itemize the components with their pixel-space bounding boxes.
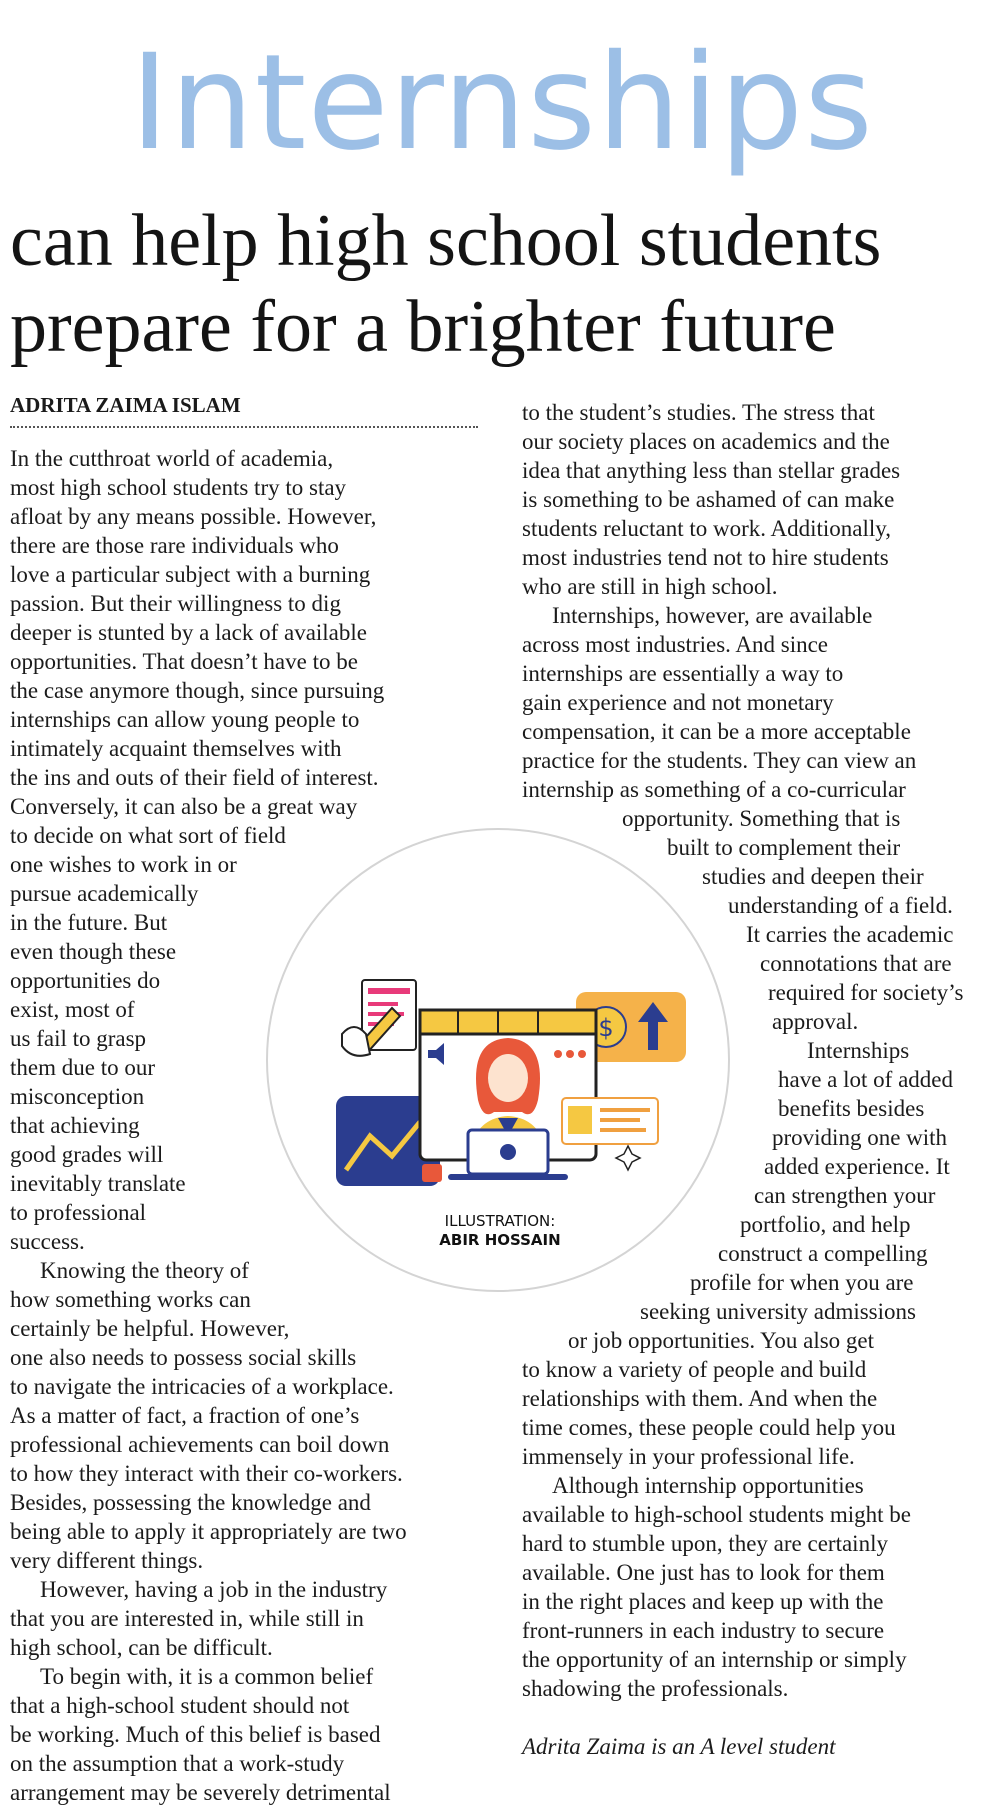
text-line: being able to apply it appropriately are two bbox=[10, 1519, 407, 1544]
text-line: internships are essentially a way to bbox=[522, 661, 844, 686]
text-line: To begin with, it is a common belief bbox=[40, 1664, 374, 1689]
text-line: Internships bbox=[807, 1038, 910, 1063]
text-line: Although internship opportunities bbox=[552, 1473, 864, 1498]
author-note: Adrita Zaima is an A level student bbox=[522, 1734, 836, 1759]
text-line: idea that anything less than stellar grades bbox=[522, 458, 901, 483]
text-line: internships can allow young people to bbox=[10, 707, 360, 732]
headline bbox=[10, 198, 1000, 370]
text-line: front-runners in each industry to secure bbox=[522, 1618, 885, 1643]
text-line: can strengthen your bbox=[754, 1183, 936, 1208]
text-line: the ins and outs of their field of interest. bbox=[10, 765, 379, 790]
text-line: very different things. bbox=[10, 1548, 204, 1573]
text-line: us fail to grasp bbox=[10, 1026, 147, 1051]
text-line: to professional bbox=[10, 1200, 147, 1225]
text-line: understanding of a field. bbox=[728, 893, 953, 918]
text-line: In the cutthroat world of academia, bbox=[10, 446, 334, 471]
illustration-credit-name: ABIR HOSSAIN bbox=[439, 1231, 561, 1249]
text-line: Internships, however, are available bbox=[552, 603, 873, 628]
text-line: hard to stumble upon, they are certainly bbox=[522, 1531, 888, 1556]
text-line: that achieving bbox=[10, 1113, 140, 1138]
text-line: good grades will bbox=[10, 1142, 164, 1167]
text-line: compensation, it can be a more acceptable bbox=[522, 719, 911, 744]
text-line: have a lot of added bbox=[778, 1067, 953, 1092]
text-line: immensely in your professional life. bbox=[522, 1444, 855, 1469]
text-line: intimately acquaint themselves with bbox=[10, 736, 342, 761]
text-line: high school, can be difficult. bbox=[10, 1635, 273, 1660]
text-line: them due to our bbox=[10, 1055, 155, 1080]
byline-divider bbox=[10, 426, 478, 428]
byline: ADRITA ZAIMA ISLAM bbox=[10, 393, 241, 417]
text-line: across most industries. And since bbox=[522, 632, 828, 657]
text-line: to how they interact with their co-workers. bbox=[10, 1461, 403, 1486]
text-line: deeper is stunted by a lack of available bbox=[10, 620, 367, 645]
text-line: available. One just has to look for them bbox=[522, 1560, 885, 1585]
text-line: studies and deepen their bbox=[702, 864, 924, 889]
illustration-credit-label: ILLUSTRATION: bbox=[444, 1212, 556, 1230]
text-line: to decide on what sort of field bbox=[10, 823, 286, 848]
text-line: even though these bbox=[10, 939, 177, 964]
headline-line: prepare for a brighter future bbox=[10, 286, 836, 368]
text-line: construct a compelling bbox=[718, 1241, 928, 1266]
text-line: available to high-school students might be bbox=[522, 1502, 912, 1527]
text-line: connotations that are bbox=[760, 951, 952, 976]
text-line: practice for the students. They can view an bbox=[522, 748, 917, 773]
illustration-art bbox=[308, 950, 692, 1220]
text-line: It carries the academic bbox=[746, 922, 954, 947]
text-line: inevitably translate bbox=[10, 1171, 186, 1196]
text-line: students reluctant to work. Additionally, bbox=[522, 516, 892, 541]
text-line: Besides, possessing the knowledge and bbox=[10, 1490, 371, 1515]
text-line: profile for when you are bbox=[690, 1270, 914, 1295]
text-line: in the right places and keep up with the bbox=[522, 1589, 884, 1614]
text-line: providing one with bbox=[772, 1125, 948, 1150]
text-line: to know a variety of people and build bbox=[522, 1357, 867, 1382]
text-line: required for society’s bbox=[768, 980, 964, 1005]
text-line: time comes, these people could help you bbox=[522, 1415, 896, 1440]
svg-text:$: $ bbox=[598, 1014, 614, 1042]
text-line: opportunity. Something that is bbox=[622, 806, 901, 831]
text-line: most industries tend not to hire students bbox=[522, 545, 889, 570]
text-line: or job opportunities. You also get bbox=[568, 1328, 875, 1353]
text-line: arrangement may be severely detrimental bbox=[10, 1780, 391, 1805]
text-line: on the assumption that a work-study bbox=[10, 1751, 345, 1776]
text-line: certainly be helpful. However, bbox=[10, 1316, 290, 1341]
text-line: that a high-school student should not bbox=[10, 1693, 350, 1718]
text-line: passion. But their willingness to dig bbox=[10, 591, 341, 616]
text-line: to navigate the intricacies of a workplace. bbox=[10, 1374, 394, 1399]
illustration-credit bbox=[268, 1212, 732, 1250]
text-line: to the student’s studies. The stress that bbox=[522, 400, 875, 425]
text-line: portfolio, and help bbox=[740, 1212, 911, 1237]
mug-icon bbox=[422, 1164, 442, 1182]
illustration bbox=[266, 828, 730, 1292]
text-line: As a matter of fact, a fraction of one’s bbox=[10, 1403, 360, 1428]
text-line: success. bbox=[10, 1229, 85, 1254]
text-line: misconception bbox=[10, 1084, 145, 1109]
text-line: one also needs to possess social skills bbox=[10, 1345, 357, 1370]
text-line: our society places on academics and the bbox=[522, 429, 890, 454]
text-line: gain experience and not monetary bbox=[522, 690, 834, 715]
text-line: most high school students try to stay bbox=[10, 475, 347, 500]
spacer bbox=[522, 1703, 963, 1732]
text-line: afloat by any means possible. However, bbox=[10, 504, 377, 529]
text-line: the case anymore though, since pursuing bbox=[10, 678, 385, 703]
sparkle-icon bbox=[616, 1146, 640, 1170]
kicker-title: Internships bbox=[130, 26, 874, 180]
text-line: shadowing the professionals. bbox=[522, 1676, 789, 1701]
text-line: professional achievements can boil down bbox=[10, 1432, 390, 1457]
text-line: that you are interested in, while still in bbox=[10, 1606, 364, 1631]
text-line: built to complement their bbox=[667, 835, 901, 860]
text-line: seeking university admissions bbox=[640, 1299, 916, 1324]
headline-line: can help high school students bbox=[10, 200, 882, 282]
text-line: there are those rare individuals who bbox=[10, 533, 339, 558]
text-line: added experience. It bbox=[764, 1154, 950, 1179]
text-line: internship as something of a co-curricular bbox=[522, 777, 906, 802]
text-line: opportunities do bbox=[10, 968, 161, 993]
text-line: Conversely, it can also be a great way bbox=[10, 794, 358, 819]
text-line: who are still in high school. bbox=[522, 574, 778, 599]
text-line: However, having a job in the industry bbox=[40, 1577, 388, 1602]
text-line: approval. bbox=[772, 1009, 859, 1034]
text-line: the opportunity of an internship or simply bbox=[522, 1647, 907, 1672]
text-line: exist, most of bbox=[10, 997, 135, 1022]
text-line: opportunities. That doesn’t have to be bbox=[10, 649, 358, 674]
text-line: benefits besides bbox=[778, 1096, 925, 1121]
text-line: is something to be ashamed of can make bbox=[522, 487, 895, 512]
text-line: how something works can bbox=[10, 1287, 251, 1312]
text-line: pursue academically bbox=[10, 881, 199, 906]
text-line: love a particular subject with a burning bbox=[10, 562, 371, 587]
text-line: one wishes to work in or bbox=[10, 852, 237, 877]
text-line: be working. Much of this belief is based bbox=[10, 1722, 381, 1747]
text-line: Knowing the theory of bbox=[40, 1258, 249, 1283]
text-line: relationships with them. And when the bbox=[522, 1386, 878, 1411]
text-line: in the future. But bbox=[10, 910, 168, 935]
